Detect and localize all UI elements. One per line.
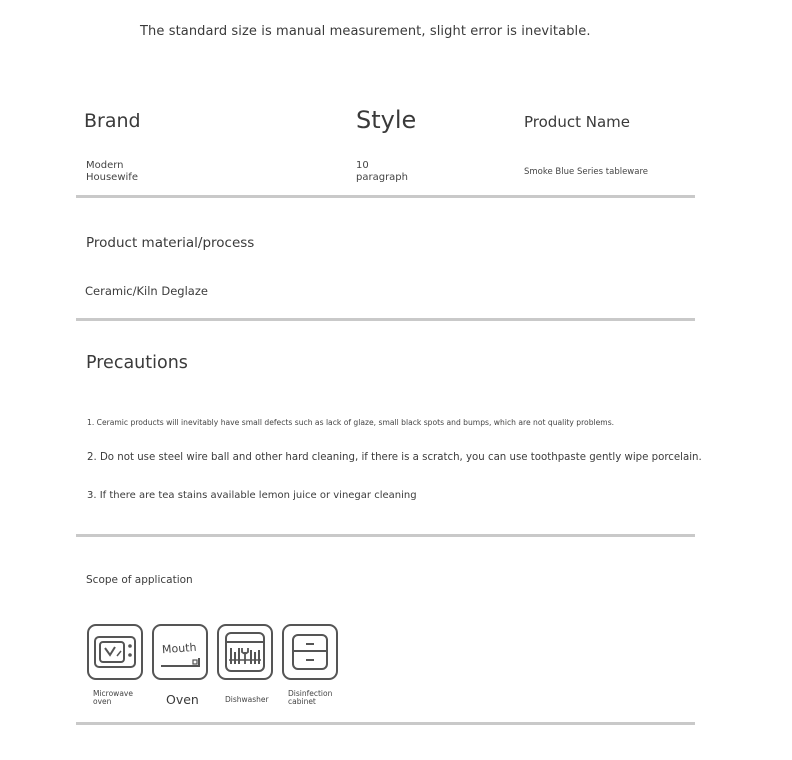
style-label: Style xyxy=(356,106,417,134)
style-value-line1: 10 xyxy=(356,160,369,171)
disinfection-cabinet-icon xyxy=(282,624,338,680)
brand-label: Brand xyxy=(84,110,141,132)
precaution-item-3: 3. If there are tea stains available lemon juice or vinegar cleaning xyxy=(87,490,417,501)
microwave-icon xyxy=(87,624,143,680)
dishwasher-icon-svg xyxy=(223,630,267,674)
material-value: Ceramic/Kiln Deglaze xyxy=(85,284,208,298)
microwave-label xyxy=(93,690,133,706)
precaution-item-2: 2. Do not use steel wire ball and other hard cleaning, if there is a scratch, you can use toothpaste gently wipe porcelain. xyxy=(87,452,702,463)
oven-label: Oven xyxy=(166,692,199,707)
disinfection-cabinet-icon-svg xyxy=(288,630,332,674)
precautions-title: Precautions xyxy=(86,353,188,373)
divider-material xyxy=(76,318,695,321)
precaution-item-1: 1. Ceramic products will inevitably have small defects such as lack of glaze, small black spots and bumps, which are not quality problems. xyxy=(87,418,615,427)
material-label: Product material/process xyxy=(86,235,255,251)
brand-value xyxy=(86,160,138,184)
oven-icon xyxy=(152,624,208,680)
product-name-label: Product Name xyxy=(524,113,630,131)
divider-precautions xyxy=(76,534,695,537)
microwave-label-line1: Microwave xyxy=(93,689,133,698)
microwave-label-line2: oven xyxy=(93,697,112,706)
brand-value-line1: Modern xyxy=(86,160,124,171)
style-value-line2: paragraph xyxy=(356,172,408,183)
measurement-notice: The standard size is manual measurement, slight error is inevitable. xyxy=(140,24,591,39)
dishwasher-label: Dishwasher xyxy=(225,695,269,704)
disinfection-cabinet-label xyxy=(288,690,332,706)
product-name-value: Smoke Blue Series tableware xyxy=(524,167,649,177)
disinfection-label-line1: Disinfection xyxy=(288,689,333,698)
oven-mouth-text: Mouth xyxy=(161,640,197,657)
microwave-icon-svg xyxy=(93,634,137,670)
brand-value-line2: Housewife xyxy=(86,172,138,183)
divider-scope xyxy=(76,722,695,725)
scope-title: Scope of application xyxy=(86,574,193,586)
disinfection-label-line2: cabinet xyxy=(288,697,316,706)
dishwasher-icon xyxy=(217,624,273,680)
divider-info xyxy=(76,195,695,198)
style-value xyxy=(356,160,408,184)
